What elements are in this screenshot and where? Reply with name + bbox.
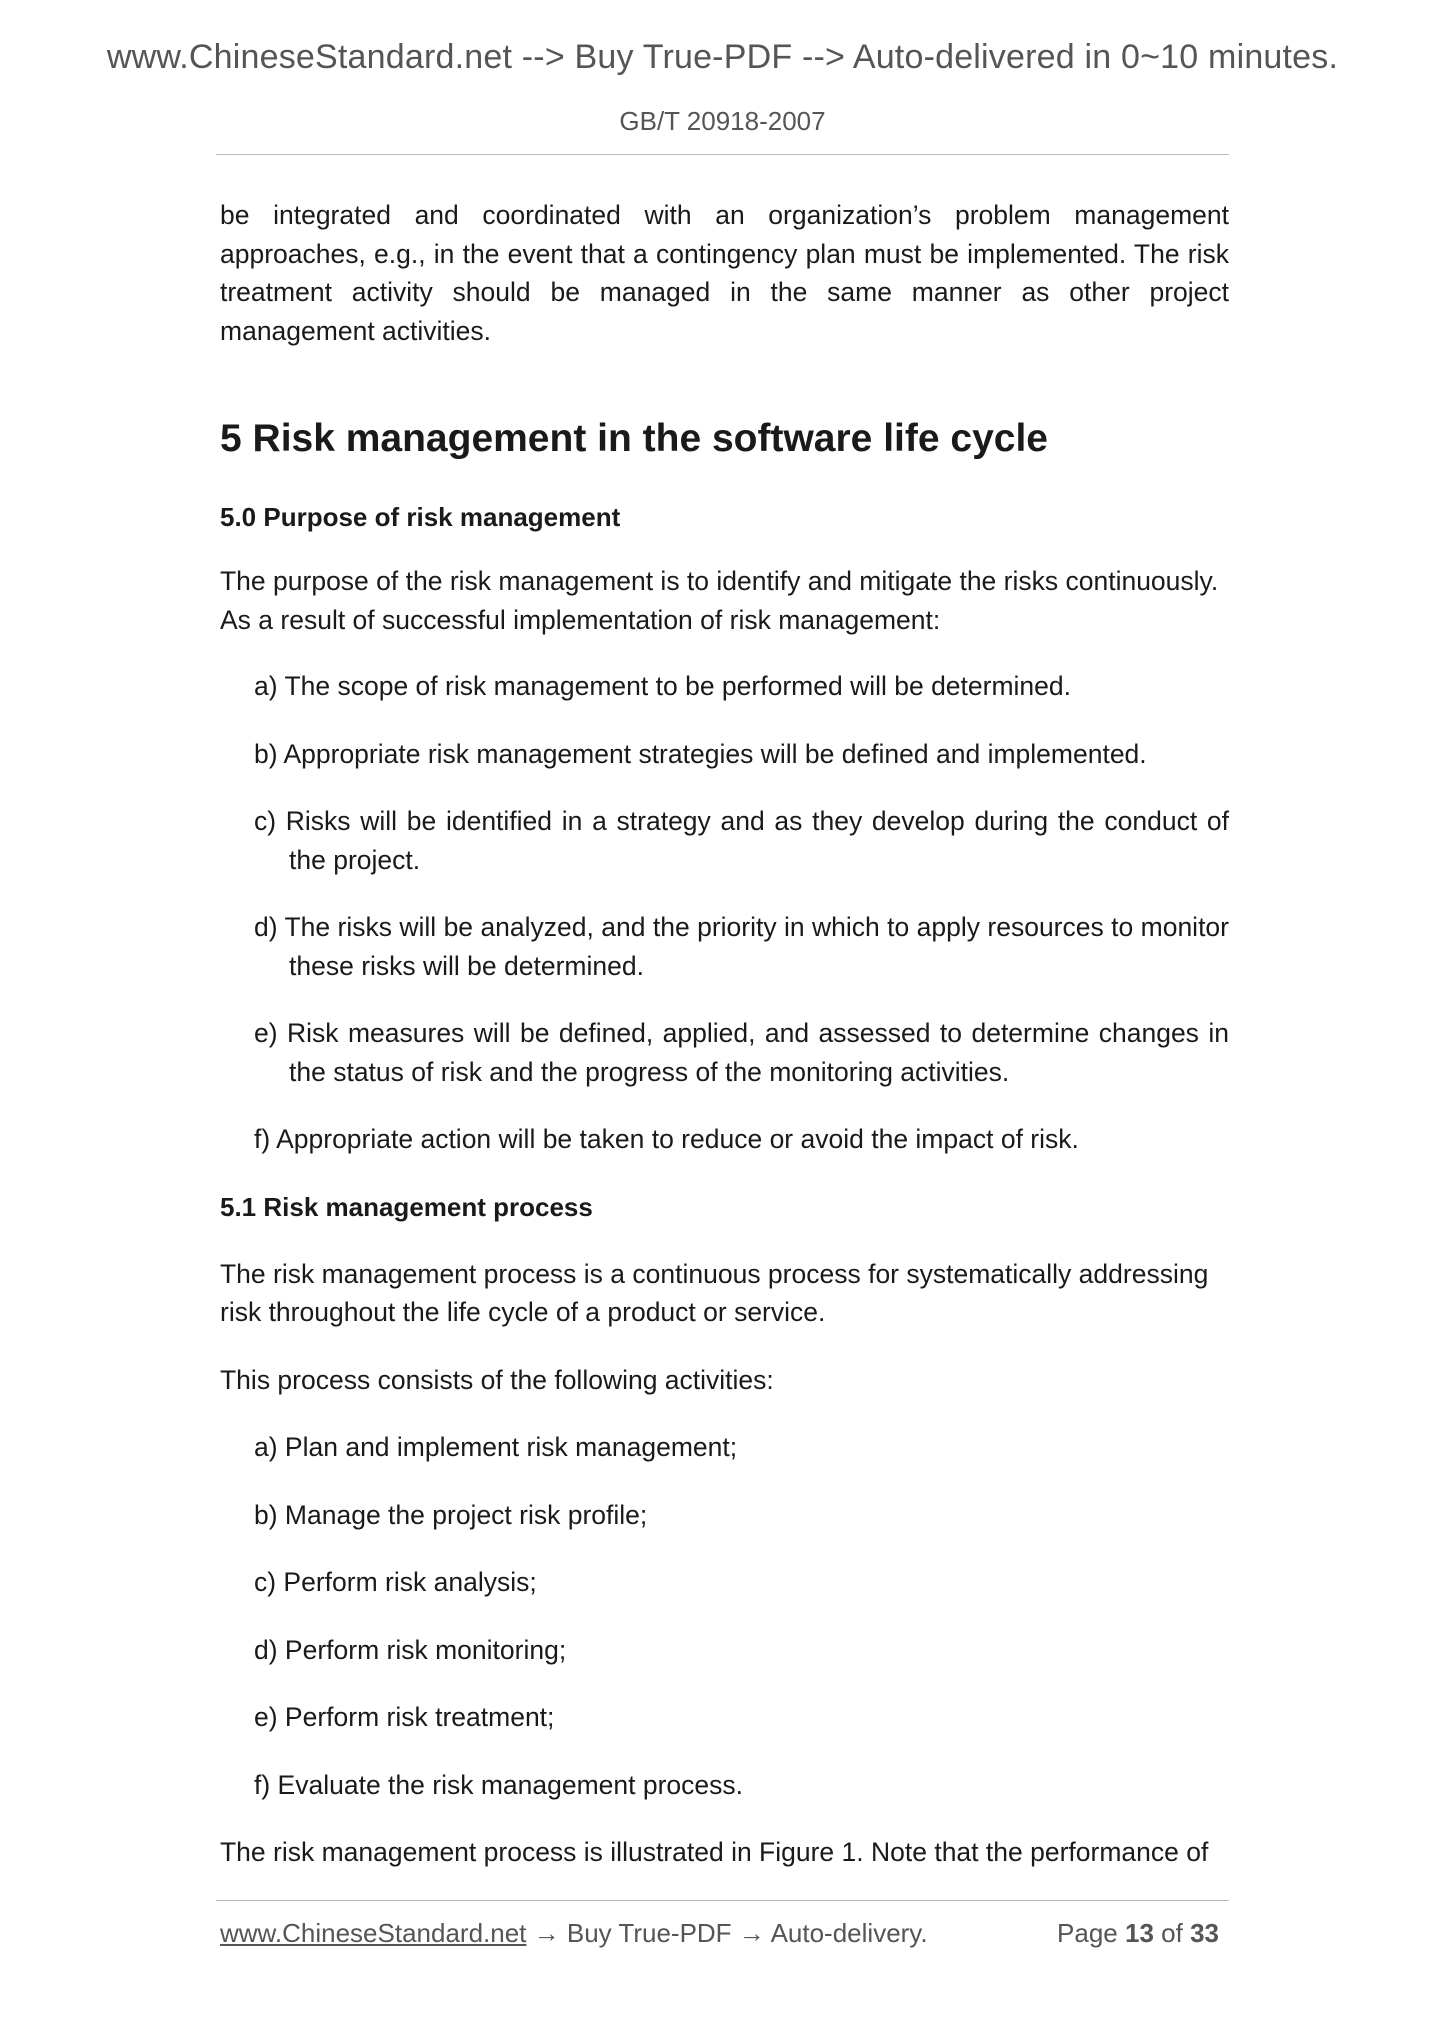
process-paragraph: The risk management process is a continuous process for systematically addressing risk throughout the life cycle of a product or service. — [220, 1258, 1209, 1327]
document-body — [220, 196, 1229, 1872]
footer-divider — [216, 1900, 1229, 1901]
activity-item-a: a) Plan and implement risk management; — [254, 1432, 738, 1462]
page-label: Page — [1057, 1918, 1118, 1948]
section-heading: 5 Risk management in the software life cycle — [220, 417, 1048, 460]
activity-item-f: f) Evaluate the risk management process. — [254, 1769, 744, 1800]
standard-code: GB/T 20918-2007 — [619, 106, 826, 136]
header-divider — [216, 154, 1229, 155]
purpose-heading: 5.0 Purpose of risk management — [220, 502, 621, 532]
activity-item-c: c) Perform risk analysis; — [254, 1567, 537, 1597]
purpose-item-e: e) Risk measures will be defined, applied, and assessed to determine changes in the status of risk and the progress of the monitoring activities. — [254, 1018, 1229, 1087]
purpose-item-c: c) Risks will be identified in a strategy and as they develop during the conduct of the project. — [254, 806, 1229, 875]
activity-item-e: e) Perform risk treatment; — [254, 1702, 555, 1732]
purpose-paragraph: The purpose of the risk management is to identify and mitigate the risks continuously. As a result of successful implementation of risk management: — [220, 566, 1219, 635]
purpose-item-d: d) The risks will be analyzed, and the priority in which to apply resources to monitor these risks will be determined. — [254, 912, 1229, 981]
page-footer — [220, 1918, 1229, 1949]
page-indicator — [1057, 1918, 1219, 1949]
intro-paragraph: be integrated and coordinated with an organization’s problem management approaches, e.g., in the event that a contingency plan must be implemented. The risk treatment activity should be managed in the same manner as other project management activities. — [220, 200, 1229, 346]
page-number: 13 — [1125, 1918, 1154, 1948]
activity-item-b: b) Manage the project risk profile; — [254, 1499, 648, 1530]
total-pages: 33 — [1190, 1918, 1219, 1948]
purpose-item-b: b) Appropriate risk management strategies will be defined and implemented. — [254, 738, 1147, 769]
purpose-item-f: f) Appropriate action will be taken to reduce or avoid the impact of risk. — [254, 1124, 1079, 1154]
purpose-item-a: a) The scope of risk management to be performed will be determined. — [254, 671, 1072, 701]
top-banner: www.ChineseStandard.net --> Buy True-PDF --> Auto-delivered in 0~10 minutes. — [106, 38, 1339, 76]
of-label: of — [1161, 1918, 1183, 1948]
activities-intro: This process consists of the following activities: — [220, 1364, 774, 1395]
footer-tagline: → Buy True-PDF → Auto-delivery. — [526, 1918, 928, 1948]
process-heading: 5.1 Risk management process — [220, 1191, 593, 1222]
footer-website-link[interactable]: www.ChineseStandard.net — [220, 1918, 527, 1948]
closing-paragraph: The risk management process is illustrated in Figure 1. Note that the performance of — [220, 1837, 1209, 1867]
activity-item-d: d) Perform risk monitoring; — [254, 1634, 567, 1665]
